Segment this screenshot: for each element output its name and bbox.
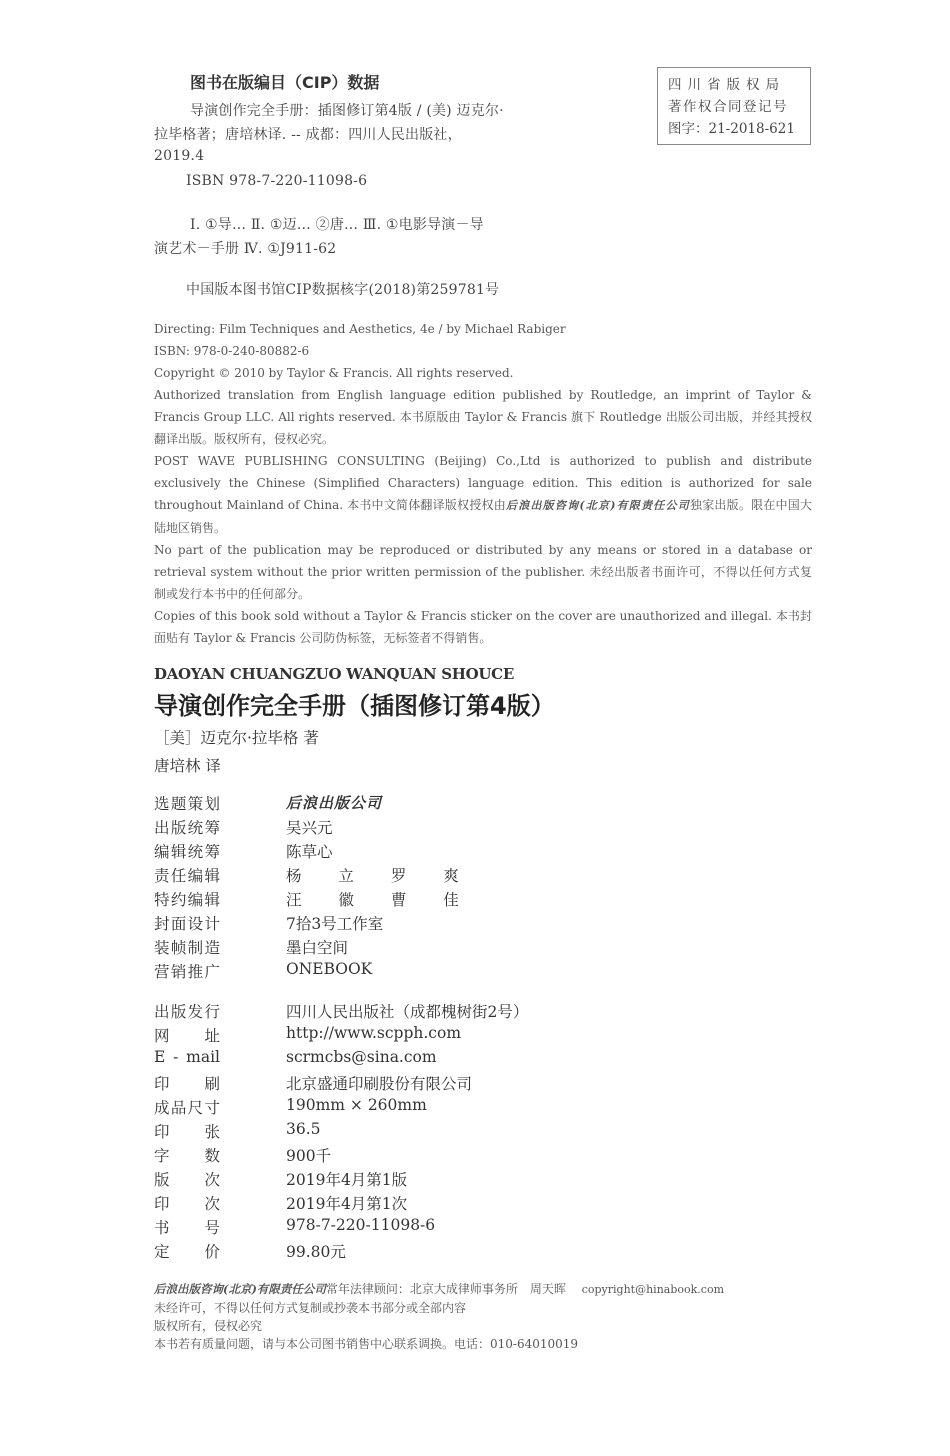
- cip-line-2: 拉毕格著；唐培林译. -- 成都：四川人民出版社，: [154, 127, 462, 143]
- copyright-registration-box: [657, 67, 811, 145]
- credit-value: 陈草心: [286, 843, 333, 861]
- credit-value: 36.5: [286, 1120, 321, 1138]
- credit-value: 2019年4月第1次: [286, 1195, 408, 1213]
- credit-label: 装帧制造: [154, 939, 220, 957]
- reproduction-notice: No part of the publication may be reproduced or distributed by any means or stored in a database or retrieval system without the prior written permission of the publisher. 未经出版者书面许可，不得以任何方式复制或发行本书中的任何部分。: [154, 543, 812, 601]
- book-title-pinyin: DAOYAN CHUANGZUO WANQUAN SHOUCE: [154, 665, 514, 683]
- footer-legal-counsel: 常年法律顾问：北京大成律师事务所 周天晖: [325, 1282, 566, 1296]
- credit-value: scrmcbs@sina.com: [286, 1048, 437, 1066]
- cip-line-1: 导演创作完全手册：插图修订第4版 / (美) 迈克尔·: [190, 103, 504, 119]
- credit-label: E - mail: [154, 1048, 220, 1066]
- credit-value: http://www.scpph.com: [286, 1024, 462, 1042]
- footer-line-3: 版权所有，侵权必究: [154, 1319, 263, 1333]
- credit-value: 杨 立 罗 爽: [286, 867, 475, 885]
- credit-value: 190mm × 260mm: [286, 1096, 427, 1114]
- credit-value: 吴兴元: [286, 819, 333, 837]
- credit-value: 99.80元: [286, 1243, 346, 1261]
- book-author: ［美］迈克尔·拉毕格 著: [154, 729, 319, 747]
- credit-value: 墨白空间: [286, 939, 349, 957]
- cip-class-1: Ⅰ. ①导… Ⅱ. ①迈… ②唐… Ⅲ. ①电影导演－导: [190, 217, 484, 233]
- footer-email: copyright@hinabook.com: [581, 1283, 725, 1296]
- credit-label: 定价: [154, 1243, 220, 1261]
- cip-class-2: 演艺术－手册 Ⅳ. ①J911-62: [154, 241, 337, 257]
- credit-label: 营销推广: [154, 963, 220, 981]
- credit-label: 出版发行: [154, 1003, 220, 1021]
- original-copyright: Copyright © 2010 by Taylor & Francis. All rights reserved.: [154, 366, 514, 380]
- credit-label: 印刷: [154, 1075, 220, 1093]
- footer-publisher-brand: 后浪出版咨询(北京)有限责任公司: [154, 1282, 326, 1296]
- credit-value: 978-7-220-11098-6: [286, 1216, 436, 1234]
- credit-value: 2019年4月第1版: [286, 1171, 408, 1189]
- original-title: Directing: Film Techniques and Aesthetics, 4e / by Michael Rabiger: [154, 322, 566, 336]
- translation-authorization: Authorized translation from English language edition published by Routledge, an imprint of Taylor & Francis Group LLC. All rights reserved. 本书原版由 Taylor & Francis 旗下 Routledge 出版公司出版，并经其授权翻译出版。版权所有，侵权必究。: [154, 388, 812, 446]
- credit-label: 成品尺寸: [154, 1099, 220, 1117]
- footer-line-4: 本书若有质量问题，请与本公司图书销售中心联系调换。电话：010-64010019: [154, 1337, 579, 1351]
- book-title: 导演创作完全手册（插图修订第4版）: [154, 692, 555, 720]
- copyright-box-line-1: 四川省版权局: [668, 77, 785, 93]
- book-translator: 唐培林 译: [154, 757, 221, 775]
- credit-value: 汪 徽 曹 佳: [286, 891, 475, 909]
- cip-isbn: ISBN 978-7-220-11098-6: [186, 173, 368, 189]
- credit-label: 出版统筹: [154, 819, 220, 837]
- credit-label: 字数: [154, 1147, 220, 1165]
- credit-value: 7拾3号工作室: [286, 915, 384, 933]
- credit-value: 北京盛通印刷股份有限公司: [286, 1075, 473, 1093]
- credit-label: 选题策划: [154, 795, 220, 813]
- credit-value: 900千: [286, 1147, 332, 1165]
- footer-notice: [154, 1280, 724, 1353]
- credit-label: 责任编辑: [154, 867, 220, 885]
- distribution-authorization: POST WAVE PUBLISHING CONSULTING (Beijing) Co.,Ltd is authorized to publish and distribute exclusively the Chinese (Simplified Characters) language edition. This edition is authorized for sale throughout Mainland of China. 本书中文简体翻译版权授权由后浪出版咨询(北京)有限责任公司独家出版。限在中国大陆地区销售。: [154, 454, 812, 535]
- credit-label: 印张: [154, 1123, 220, 1141]
- publisher-brand-inline: 后浪出版咨询(北京)有限责任公司: [506, 499, 690, 512]
- credit-value: 四川人民出版社（成都槐树街2号）: [286, 1003, 529, 1021]
- credit-label: 版次: [154, 1171, 220, 1189]
- credit-label: 书号: [154, 1219, 220, 1237]
- credit-label: 特约编辑: [154, 891, 220, 909]
- rights-statement: [154, 318, 812, 649]
- footer-line-2: 未经许可，不得以任何方式复制或抄袭本书部分或全部内容: [154, 1301, 467, 1315]
- footer-line-1: [154, 1280, 724, 1299]
- credit-value: 后浪出版公司: [286, 794, 383, 812]
- cip-number: 中国版本图书馆CIP数据核字(2018)第259781号: [186, 282, 500, 298]
- credit-label: 编辑统筹: [154, 843, 220, 861]
- cip-title: 图书在版编目（CIP）数据: [190, 73, 380, 92]
- sticker-notice: Copies of this book sold without a Taylor & Francis sticker on the cover are unauthorized and illegal. 本书封面贴有 Taylor & Francis 公司防伪标签，无标签者不得销售。: [154, 609, 812, 645]
- original-isbn: ISBN: 978-0-240-80882-6: [154, 344, 310, 358]
- credit-label: 网址: [154, 1027, 220, 1045]
- copyright-box-line-3: 图字：21-2018-621: [668, 121, 795, 137]
- credit-value: ONEBOOK: [286, 960, 373, 978]
- cip-line-3: 2019.4: [154, 148, 205, 164]
- copyright-box-line-2: 著作权合同登记号: [668, 99, 788, 115]
- credit-label: 印次: [154, 1195, 220, 1213]
- credit-label: 封面设计: [154, 915, 220, 933]
